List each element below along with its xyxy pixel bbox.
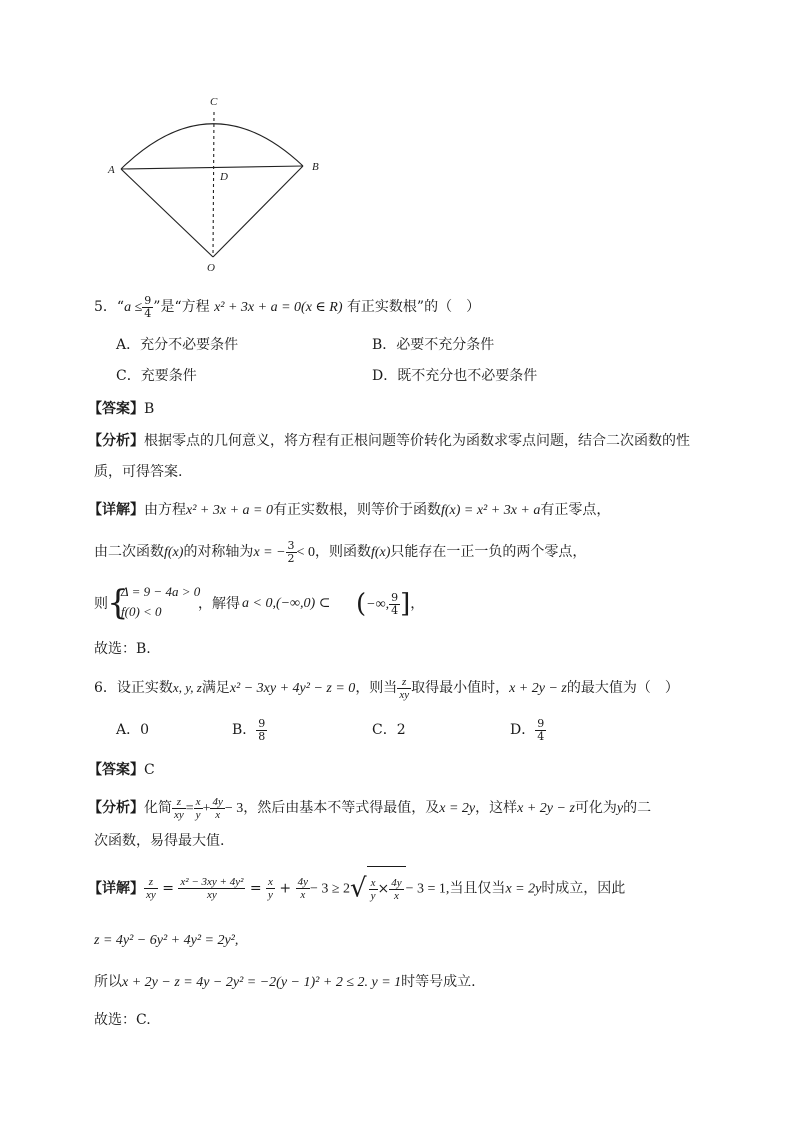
stem-text: ，则当 [355,680,398,696]
q5-equation: x² + 3x + a = 0(x ∈ R) [214,300,343,315]
detail-math: z = 4y² − 6y² + 4y² = 2y², [94,933,239,948]
detail-text: 由方程 [144,502,186,518]
detail-frac: $\frac{z}{xy}$ [146,876,156,901]
q5-conclusion [94,639,151,659]
stem-frac [397,676,411,701]
q5-a-le: a ≤ [124,300,143,315]
q6-number: 6． [94,680,117,696]
label-c: C [210,96,218,108]
frac-den: xy [174,808,184,821]
frac-den: xy [399,688,410,701]
detail-text: ，解得 [198,596,240,612]
detail-math: < 0 [296,545,315,560]
q6-option-d[interactable] [510,712,546,748]
frac-den: 4 [537,729,545,743]
label-a: A [108,164,115,176]
detail-math: f(x) [370,545,391,560]
q5-option-d[interactable] [372,366,537,386]
detail-text: 时成立，因此 [541,880,626,897]
detail-math: − 3 = 1, [405,881,450,897]
detail-text: 所以 [94,974,122,990]
q5-analysis-2 [94,462,182,482]
analysis-text: ，这样 [475,800,518,816]
system-line-1: Δ = 9 − 4a > 0 [121,584,201,599]
stem-text: 取得最小值时， [411,680,510,696]
q5-detail-2 [94,536,586,569]
frac-den: 2 [287,551,295,565]
option-key: A． [116,722,141,738]
q6-detail-2 [94,930,238,951]
q5-detail-1 [88,500,610,521]
detail-frac [178,876,245,901]
analysis-text: 可化为 [574,800,617,816]
frac-num: 9 [537,716,545,730]
option-key: D． [372,368,398,384]
detail-text: 由二次函数 [94,544,164,560]
detail-text: 有正零点， [540,502,611,518]
detail-text: 则 [94,596,108,612]
stem-text: 满足 [201,680,230,696]
q6-analysis-1 [88,792,651,825]
q5-frac-num: 9 [144,293,152,307]
frac-den: xy [207,889,217,901]
option-key: D． [510,722,536,738]
stem-math: x, y, z [172,680,202,695]
detail-math: f(x) [164,545,184,560]
option-key: B． [372,337,397,353]
stem-math: x² − 3xy + 4y² − z = 0 [229,681,356,696]
answer-tag: 【 答案 】 [88,401,144,417]
option-text: 充分不必要条件 [140,337,239,353]
analysis-tag: 【 分析 】 [88,800,144,816]
q5-option-b[interactable] [372,335,494,355]
analysis-math: − 3 [224,801,244,816]
interval-expression [356,584,424,625]
detail-math: x + 2y − z = 4y − 2y² = −2(y − 1)² + 2 ≤ 2. y = 1 [122,975,402,990]
detail-text: ，则函数 [314,544,371,560]
analysis-math: x + 2y − z [517,801,575,816]
detail-math: x² + 3x + a = 0 [186,503,273,518]
label-d: D [220,171,228,183]
detail-tag: 【 详解 】 [88,881,144,897]
analysis-frac [172,796,186,821]
option-key: C． [116,368,141,384]
q5-tail: 有正实数根”的（ ） [346,299,481,315]
detail-text: 有正实数根，则等价于函数 [272,502,441,518]
detail-text: 当且仅当 [449,880,506,897]
detail-math: f(x) = x² + 3x + a [440,503,541,518]
detail-math: x = 2y [505,881,542,897]
q6-option-b[interactable] [232,712,267,748]
option-text: 必要不充分条件 [396,337,495,353]
analysis-frac: $\frac{x}{y}$ [195,795,201,821]
q5-frac-den: 4 [144,306,152,320]
label-b: B [312,161,319,173]
frac-num: 3 [287,538,295,552]
detail-text: 时等号成立. [401,974,476,990]
detail-math: x = − [253,545,286,560]
answer-value: C [144,762,155,778]
q6-conclusion [94,1010,151,1030]
analysis-text: ，然后由基本不等式得最值，及 [243,800,440,816]
q6-answer [88,760,155,780]
q6-detail-1: 【 详解 】 $\frac{z}{xy}$ = $\frac{\text{x² − 3xy + 4y²}}{xy}$ = $\frac{x}{y}$ + $\frac{4y}{x}$ − 3 ≥ 2√ $\frac{x}{y}$ × $\frac{4y}{x}$ − 3 = 1,当且仅当x = 2y时成立，因此 [88,866,625,912]
q5-answer [88,399,154,419]
q6-detail-3 [94,972,476,993]
q5-option-a[interactable] [116,335,238,355]
option-text: 充要条件 [140,368,197,384]
analysis-math: x = 2y [439,801,476,816]
frac-num: z [397,676,411,689]
label-o: O [207,262,215,274]
q5-frac [142,295,153,320]
analysis-math: + [202,801,211,816]
answer-tag: 【 答案 】 [88,762,144,778]
frac-num: z [172,796,186,809]
option-text: 2 [396,722,406,738]
detail-text: 的对称轴为 [183,544,254,560]
q5-number: 5． [94,299,117,315]
detail-text: 只能存在一正一负的两个零点， [390,544,587,560]
q5-mid: ”是“方程 [153,299,210,315]
detail-math: −∞, [366,597,390,612]
system-line-2: f(0) < 0 [121,604,162,619]
option-frac [256,718,267,743]
detail-text: ， [410,596,425,612]
detail-math: × [377,881,390,897]
frac-num: 9 [391,590,399,604]
sector-figure [100,90,340,280]
frac-num: x² − 3xy + 4y² [180,876,244,888]
detail-tag: 【 详解 】 [88,502,144,518]
conclusion-text: 故选：C. [94,1012,151,1028]
q5-stem [94,291,480,324]
q5-analysis-1 [88,431,690,451]
detail-math: a < 0,(−∞,0) ⊂ [242,596,331,611]
stem-text: 的最大值为（ ） [566,680,679,696]
stem-text: 设正实数 [116,680,173,696]
conclusion-text: 故选：B. [94,641,151,657]
q6-option-c[interactable] [372,720,406,740]
detail-frac: $\frac{4y}{x}$ [391,876,402,902]
chord-ab [121,166,303,169]
frac-den: 4 [391,603,399,617]
answer-value: B [144,401,155,417]
option-frac [535,718,546,743]
analysis-math: = [185,801,194,816]
analysis-text: 次函数，易得最大值. [94,833,225,849]
left-brace-icon: { [107,583,129,623]
analysis-text: 化简 [144,800,172,816]
option-key: B． [232,722,257,738]
right-bracket-icon: ] [400,589,411,619]
q5-option-c[interactable] [116,366,197,386]
left-paren-icon: ( [356,589,367,619]
frac-den: 8 [258,729,266,743]
sqrt-body [367,866,406,911]
analysis-text: 根据零点的几何意义，将方程有正根问题等价转化为函数求零点问题，结合二次函数的性 [144,433,690,449]
analysis-frac: $\frac{4y}{x}$ [212,795,223,821]
segment-oa [121,169,213,257]
option-key: C． [372,722,397,738]
frac-num: 9 [258,716,266,730]
q5-quote: “ [116,299,125,315]
detail-frac [389,592,400,617]
analysis-text: 的二 [623,800,652,816]
arc-acb [121,124,303,169]
q6-stem [94,672,679,705]
detail-math: − 3 ≥ 2 [309,881,351,897]
detail-frac: $\frac{x}{y}$ [370,876,376,902]
option-text: 0 [140,722,150,738]
detail-frac: $\frac{4y}{x}$ [297,876,308,901]
q6-option-a[interactable] [116,720,149,740]
analysis-text: 质，可得答案. [94,464,183,480]
detail-frac: $\frac{x}{y}$ [268,876,273,901]
detail-frac [286,540,297,565]
option-key: A． [116,337,141,353]
segment-co-dashed [213,112,214,257]
analysis-math: y [616,801,624,816]
option-text: 既不充分也不必要条件 [397,368,538,384]
sqrt-icon: √ [350,873,367,904]
stem-math: x + 2y − z [509,681,567,696]
analysis-tag: 【 分析 】 [88,433,144,449]
q6-analysis-2 [94,831,224,851]
